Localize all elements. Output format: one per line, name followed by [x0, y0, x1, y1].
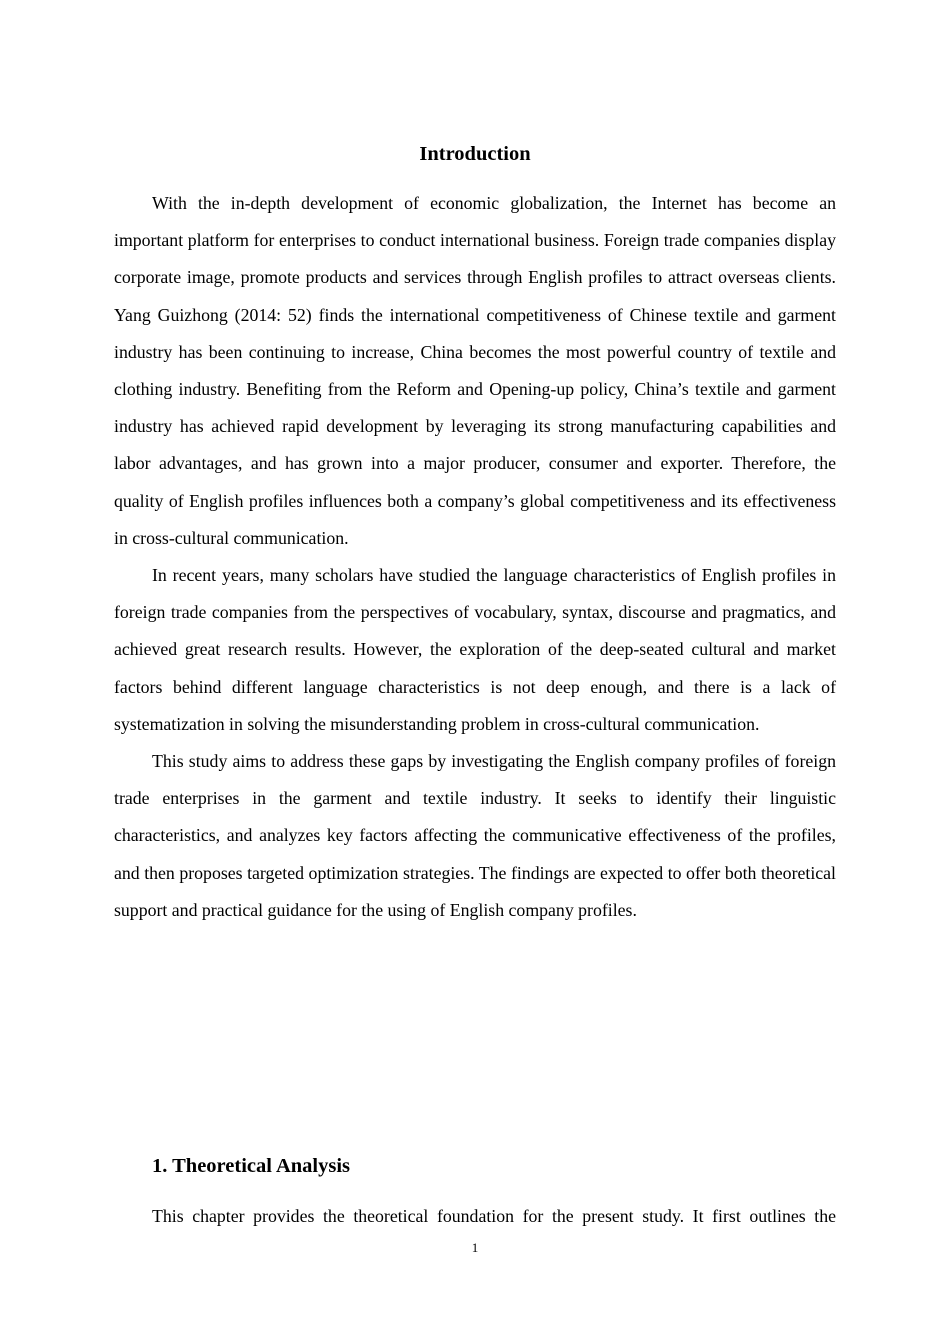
- introduction-body: [114, 185, 836, 929]
- paragraph-recent-research: In recent years, many scholars have studied the language characteristics of English profiles in foreign trade companies from the perspectives of vocabulary, syntax, discourse and pragmatics, and achieved great research results. However, the exploration of the deep-seated cultural and market factors behind different language characteristics is not deep enough, and there is a lack of systematization in solving the misunderstanding problem in cross-cultural communication.: [114, 565, 836, 734]
- section-first-line: This chapter provides the theoretical foundation for the present study. It first outlines the: [152, 1206, 836, 1226]
- introduction-title: Introduction: [419, 143, 531, 165]
- section-heading-theoretical-analysis: 1. Theoretical Analysis: [152, 1155, 350, 1177]
- page-number: 1: [471, 1240, 479, 1255]
- paragraph-globalization: With the in-depth development of economic globalization, the Internet has become an important platform for enterprises to conduct international business. Foreign trade companies display corporate image, promote products and services through English profiles to attract overseas clients. Yang Guizhong (2014: 52) finds the international competitiveness of Chinese textile and garment industry has been continuing to increase, China becomes the most powerful country of textile and clothing industry. Benefiting from the Reform and Opening-up policy, China’s textile and garment industry has achieved rapid development by leveraging its strong manufacturing capabilities and labor advantages, and has grown into a major producer, consumer and exporter. Therefore, the quality of English profiles influences both a company’s global competitiveness and its effectiveness in cross-cultural communication.: [114, 193, 836, 548]
- paragraph-study-aims: This study aims to address these gaps by investigating the English company profiles of foreign trade enterprises in the garment and textile industry. It seeks to identify their linguistic characteristics, and analyzes key factors affecting the communicative effectiveness of the profiles, and then proposes targeted optimization strategies. The findings are expected to offer both theoretical support and practical guidance for the using of English company profiles.: [114, 751, 836, 920]
